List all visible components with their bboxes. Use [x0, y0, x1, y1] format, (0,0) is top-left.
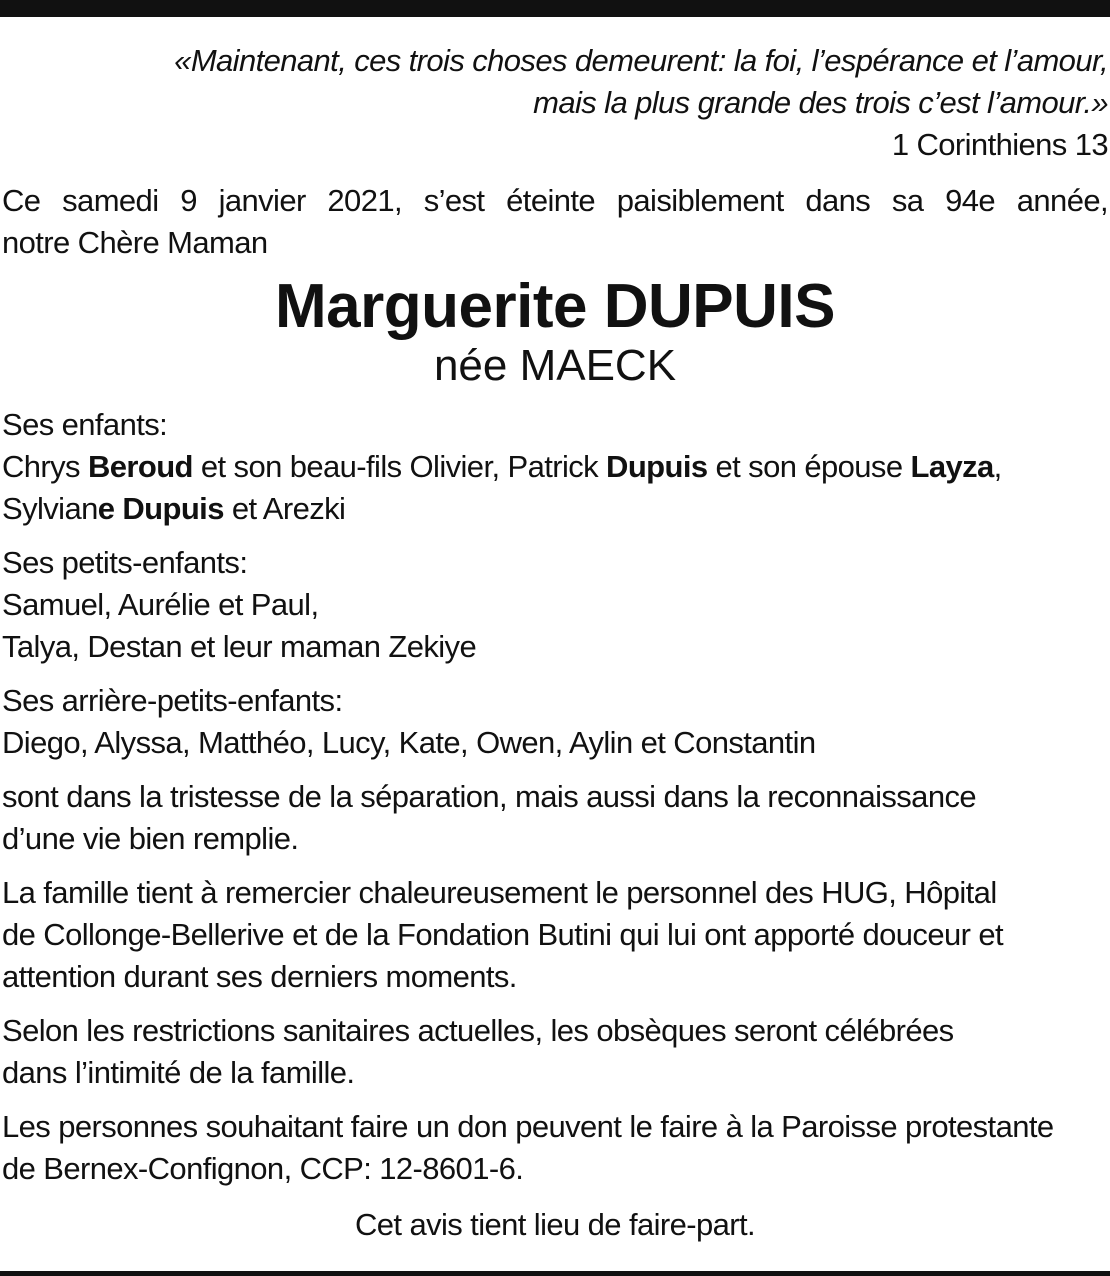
bottom-rule — [0, 1271, 1110, 1276]
bible-quote — [2, 40, 1108, 124]
donation-line-1: Les personnes souhaitant faire un don peuvent le faire à la Paroisse protestante — [2, 1109, 1054, 1144]
funeral-line-2: dans l’intimité de la famille. — [2, 1055, 355, 1090]
closing-note — [2, 1204, 1108, 1246]
children-text: et Arezki — [223, 491, 346, 526]
obituary-notice — [2, 40, 1108, 1246]
great-grandchildren-line-1: Diego, Alyssa, Matthéo, Lucy, Kate, Owen, Aylin et Constantin — [2, 725, 816, 760]
thanks-paragraph — [2, 872, 1108, 998]
thanks-line-3: attention durant ses derniers moments. — [2, 959, 517, 994]
funeral-paragraph — [2, 1010, 1108, 1094]
children-surname: Dupuis — [606, 449, 708, 484]
great-grandchildren-section — [2, 680, 1108, 764]
intro-paragraph — [2, 180, 1108, 264]
children-text: et son épouse — [707, 449, 911, 484]
thanks-line-2: de Collonge-Bellerive et de la Fondation Butini qui lui ont apporté douceur et — [2, 917, 1003, 952]
children-text: et son beau-fils Olivier, Patrick — [192, 449, 607, 484]
children-surname: e Dupuis — [97, 491, 224, 526]
closing-line: Cet avis tient lieu de faire-part. — [354, 1207, 756, 1242]
sadness-line-1: sont dans la tristesse de la séparation, mais aussi dans la reconnaissance — [2, 779, 976, 814]
quote-reference: 1 Corinthiens 13 — [891, 127, 1108, 162]
intro-line-1: Ce samedi 9 janvier 2021, s’est éteinte paisiblement dans sa 94e année, — [2, 183, 1108, 218]
sadness-paragraph — [2, 776, 1108, 860]
top-rule — [0, 0, 1110, 17]
donation-line-2: de Bernex-Confignon, CCP: 12-8601-6. — [2, 1151, 524, 1186]
funeral-line-1: Selon les restrictions sanitaires actuelles, les obsèques seront célébrées — [2, 1013, 954, 1048]
children-text: Chrys — [2, 449, 88, 484]
deceased-name-block — [2, 274, 1108, 392]
children-name: Layza — [910, 449, 994, 484]
donation-paragraph — [2, 1106, 1108, 1190]
children-line-2 — [2, 488, 1108, 530]
quote-line-1: «Maintenant, ces trois choses demeurent: la foi, l’espérance et l’amour, — [174, 43, 1108, 78]
children-surname: Beroud — [87, 449, 193, 484]
children-line-1 — [2, 446, 1108, 488]
grandchildren-line-2: Talya, Destan et leur maman Zekiye — [2, 629, 477, 664]
quote-line-2: mais la plus grande des trois c’est l’amour.» — [533, 85, 1108, 120]
grandchildren-section — [2, 542, 1108, 668]
children-text: , — [993, 449, 1002, 484]
grandchildren-line-1: Samuel, Aurélie et Paul, — [2, 587, 319, 622]
grandchildren-heading: Ses petits-enfants: — [2, 545, 248, 580]
children-heading: Ses enfants: — [2, 407, 168, 442]
children-text: Sylvian — [2, 491, 98, 526]
thanks-line-1: La famille tient à remercier chaleureusement le personnel des HUG, Hôpital — [2, 875, 997, 910]
children-section — [2, 404, 1108, 530]
maiden-name: née MAECK — [433, 341, 677, 390]
intro-line-2: notre Chère Maman — [2, 225, 268, 260]
deceased-name: Marguerite DUPUIS — [275, 272, 835, 341]
sadness-line-2: d’une vie bien remplie. — [2, 821, 299, 856]
great-grandchildren-heading: Ses arrière-petits-enfants: — [2, 683, 343, 718]
